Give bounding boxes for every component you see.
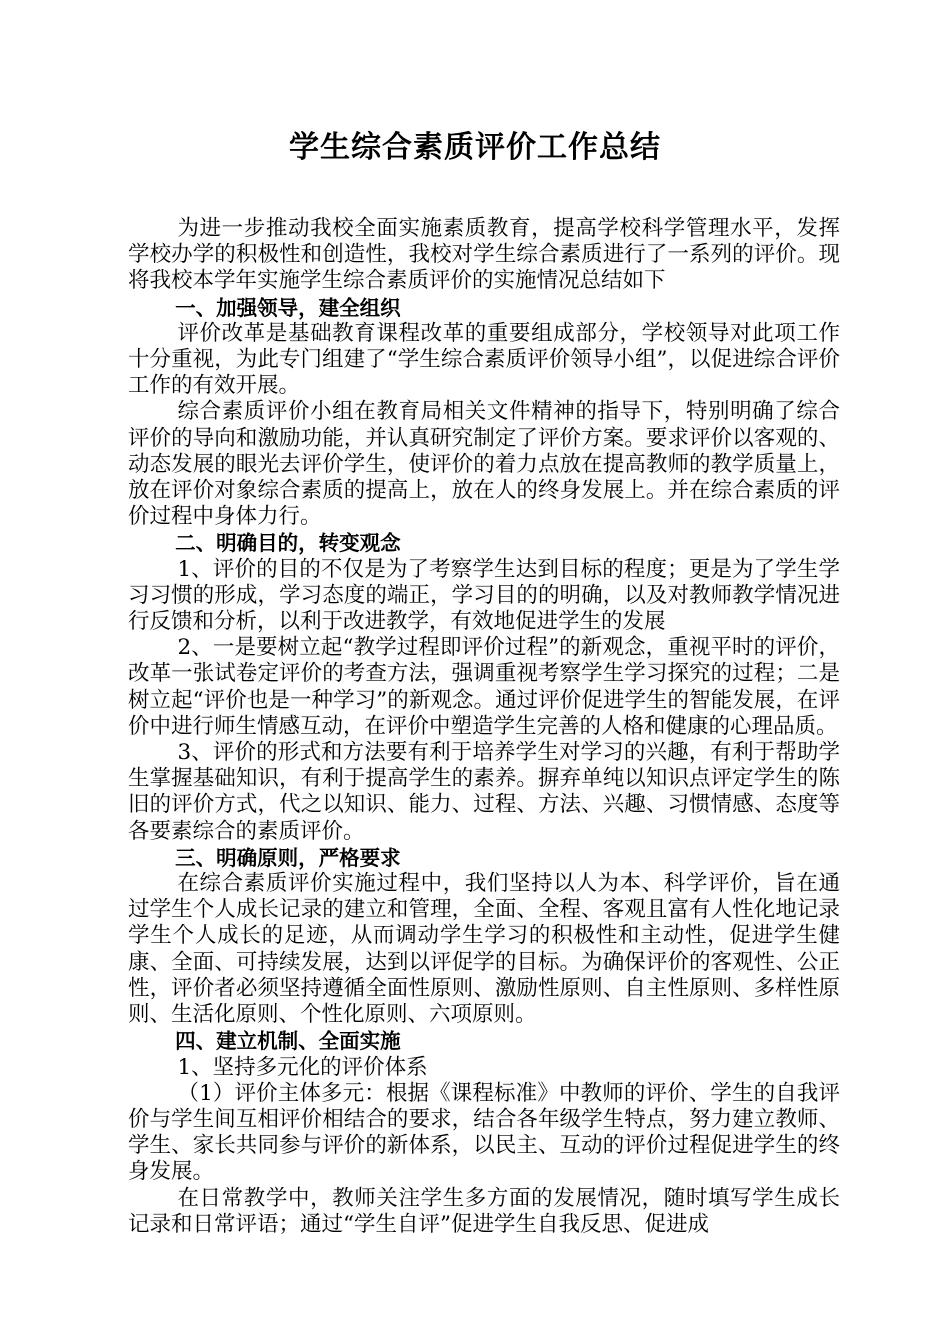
subheading: 1、坚持多元化的评价体系 <box>177 1054 428 1080</box>
document-title: 学生综合素质评价工作总结 <box>289 130 661 165</box>
section-heading-4: 四、建立机制、全面实施 <box>175 1029 401 1054</box>
paragraph: 在综合素质评价实施过程中，我们坚持以人为本、科学评价，旨在通过学生个人成长记录的建立和管理，全面、全程、客观且富有人性化地记录学生个人成长的足迹，从而调动学生学习的积极性和主动性，促进学生健康、全面、可持续发展，达到以评促学的目标。为确保评价的客观性、公正性，评价者必须坚持遵循全面性原则、激励性原则、自主性原则、多样性原则、生活化原则、个性化原则、六项原则。 <box>128 871 840 1028</box>
paragraph: （1）评价主体多元：根据《课程标准》中教师的评价、学生的自我评价与学生间互相评价相结合的要求，结合各年级学生特点，努力建立教师、学生、家长共同参与评价的新体系，以民主、互动的评价过程促进学生的终身发展。 <box>128 1080 840 1185</box>
document-body <box>128 216 840 1238</box>
section-heading-2: 二、明确目的，转变观念 <box>175 531 401 556</box>
section-heading-1: 一、加强领导，建全组织 <box>175 295 401 320</box>
paragraph: 1、评价的目的不仅是为了考察学生达到目标的程度；更是为了学生学习习惯的形成，学习态度的端正，学习目的的明确，以及对教师教学情况进行反馈和分析，以利于改进教学，有效地促进学生的发展 <box>128 556 840 635</box>
intro-paragraph: 为进一步推动我校全面实施素质教育，提高学校科学管理水平，发挥学校办学的积极性和创造性，我校对学生综合素质进行了一系列的评价。现将我校本学年实施学生综合素质评价的实施情况总结如下 <box>128 216 840 294</box>
paragraph: 在日常教学中，教师关注学生多方面的发展情况，随时填写学生成长记录和日常评语；通过“学生自评”促进学生自我反思、促进成 <box>128 1185 840 1237</box>
paragraph: 3、评价的形式和方法要有利于培养学生对学习的兴趣，有利于帮助学生掌握基础知识，有利于提高学生的素养。摒弃单纯以知识点评定学生的陈旧的评价方式，代之以知识、能力、过程、方法、兴趣、习惯情感、态度等各要素综合的素质评价。 <box>128 740 840 844</box>
section-heading-3: 三、明确原则，严格要求 <box>175 845 401 870</box>
paragraph: 评价改革是基础教育课程改革的重要组成部分，学校领导对此项工作十分重视，为此专门组建了“学生综合素质评价领导小组”，以促进综合评价工作的有效开展。 <box>128 320 840 399</box>
paragraph: 2、一是要树立起“教学过程即评价过程”的新观念，重视平时的评价，改革一张试卷定评价的考查方法，强调重视考察学生学习探究的过程；二是树立起“评价也是一种学习”的新观念。通过评价促进学生的智能发展，在评价中进行师生情感互动，在评价中塑造学生完善的人格和健康的心理品质。 <box>128 635 840 739</box>
paragraph: 综合素质评价小组在教育局相关文件精神的指导下，特别明确了综合评价的导向和激励功能，并认真研究制定了评价方案。要求评价以客观的、动态发展的眼光去评价学生，使评价的着力点放在提高教师的教学质量上，放在评价对象综合素质的提高上，放在人的终身发展上。并在综合素质的评价过程中身体力行。 <box>128 399 840 530</box>
